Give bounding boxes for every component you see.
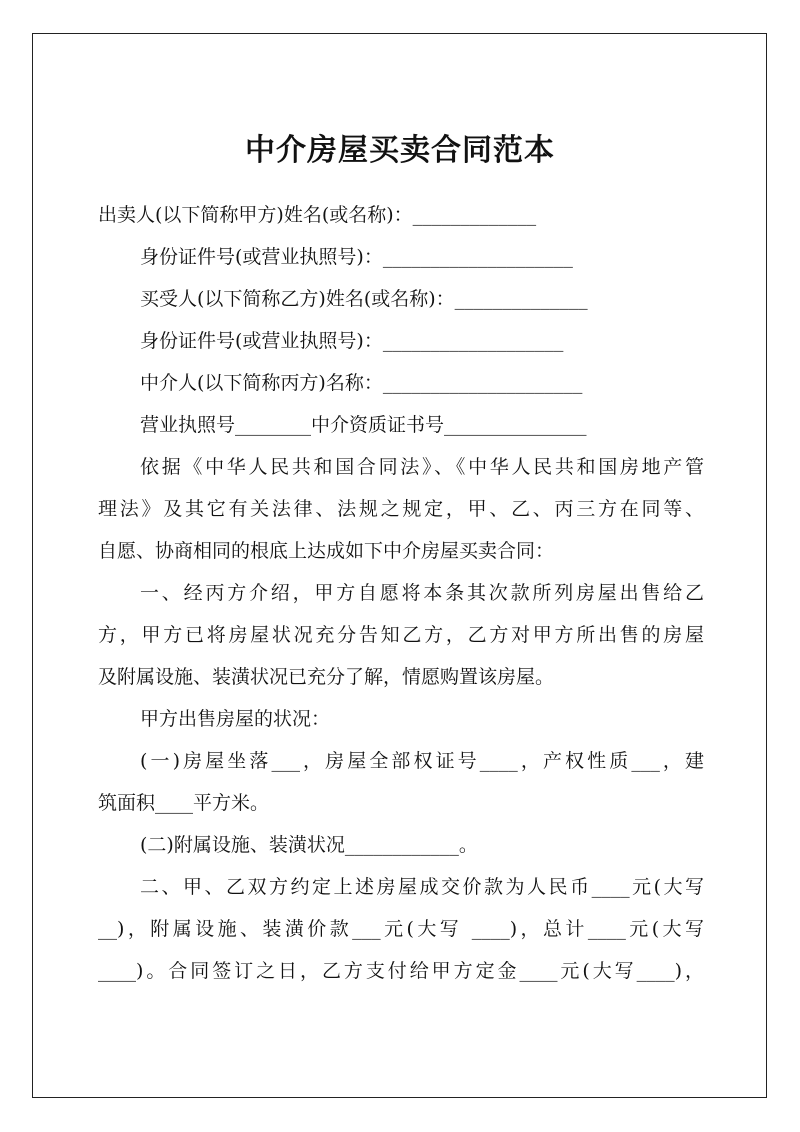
basis-line-2: 理法》及其它有关法律、法规之规定，甲、乙、丙三方在同等、 <box>98 498 704 520</box>
basis-line-3: 自愿、协商相同的根底上达成如下中介房屋买卖合同： <box>98 540 555 562</box>
clause-2-line-2: __)，附属设施、装潢价款___元(大写 ____)，总计____元(大写 <box>98 918 704 940</box>
property-status-heading: 甲方出售房屋的状况： <box>140 708 331 730</box>
property-item-2: (二)附属设施、装潢状况____________。 <box>140 834 478 856</box>
clause-2-line-1: 二、甲、乙双方约定上述房屋成交价款为人民币____元(大写 <box>140 876 704 898</box>
clause-1-line-2: 方，甲方已将房屋状况充分告知乙方，乙方对甲方所出售的房屋 <box>98 624 704 646</box>
property-item-1-line-1: (一)房屋坐落___，房屋全部权证号____，产权性质___，建 <box>140 750 704 772</box>
clause-1-line-1: 一、经丙方介绍，甲方自愿将本条其次款所列房屋出售给乙 <box>140 582 704 604</box>
buyer-name-line: 买受人(以下简称乙方)姓名(或名称)：______________ <box>140 288 588 310</box>
seller-name-line: 出卖人(以下简称甲方)姓名(或名称)：_____________ <box>98 204 537 226</box>
basis-line-1: 依据《中华人民共和国合同法》、《中华人民共和国房地产管 <box>140 456 704 478</box>
clause-1-line-3: 及附属设施、装潢状况已充分了解，情愿购置该房屋。 <box>98 666 555 688</box>
seller-id-line: 身份证件号(或营业执照号)：____________________ <box>140 246 573 268</box>
agent-name-line: 中介人(以下简称丙方)名称：_____________________ <box>140 372 583 394</box>
buyer-id-line: 身份证件号(或营业执照号)：___________________ <box>140 330 564 352</box>
license-line: 营业执照号________中介资质证书号_______________ <box>140 414 587 436</box>
clause-2-line-3: ____)。合同签订之日，乙方支付给甲方定金____元(大写____)， <box>98 960 704 982</box>
document-title: 中介房屋买卖合同范本 <box>245 133 555 168</box>
property-item-1-line-2: 筑面积____平方米。 <box>98 792 270 814</box>
